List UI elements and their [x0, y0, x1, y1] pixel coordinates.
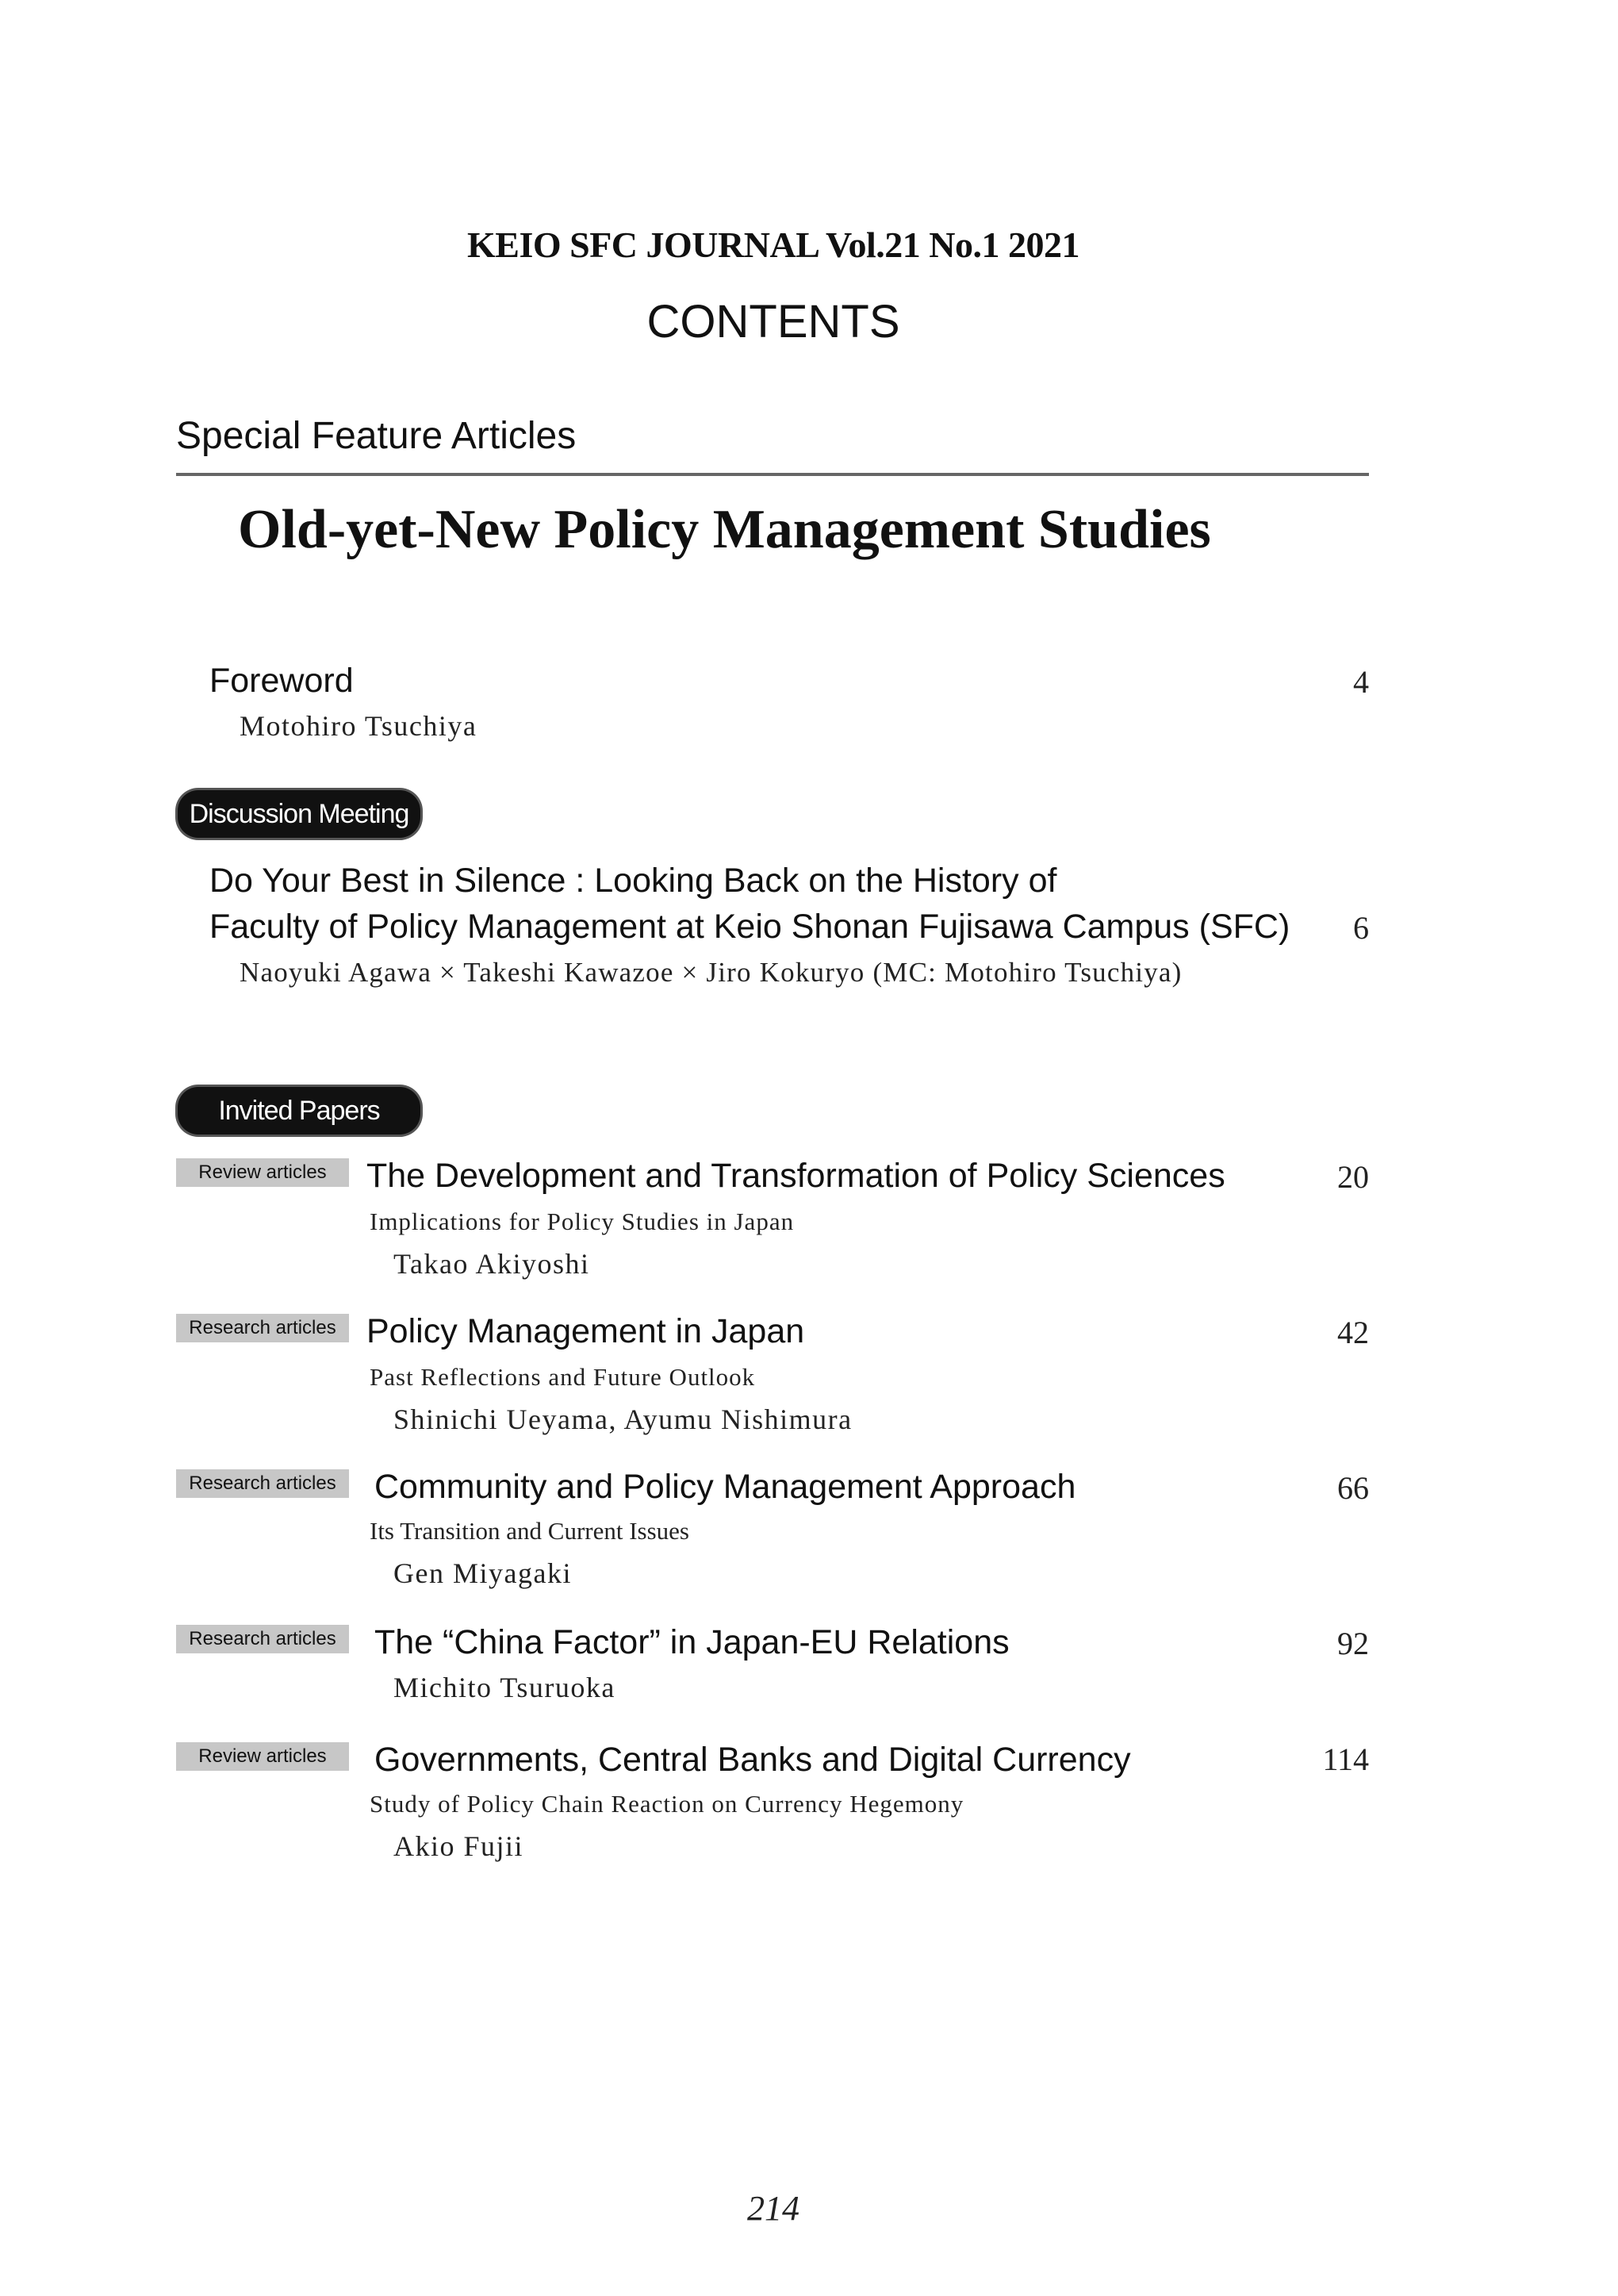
article-subtitle: Its Transition and Current Issues: [370, 1517, 689, 1545]
article-page: 42: [1337, 1315, 1369, 1350]
feature-title: Old-yet-New Policy Management Studies: [238, 499, 1211, 560]
foreword-page: 4: [1353, 664, 1369, 700]
section-divider: [176, 473, 1369, 476]
contents-heading: CONTENTS: [646, 296, 900, 347]
page-number: 214: [747, 2189, 799, 2228]
article-author: Akio Fujii: [393, 1830, 524, 1862]
journal-title: KEIO SFC JOURNAL Vol.21 No.1 2021: [466, 225, 1079, 265]
discussion-page: 6: [1353, 910, 1369, 946]
article-type-tag: Research articles: [176, 1469, 349, 1498]
article-title[interactable]: The “China Factor” in Japan-EU Relations: [374, 1623, 1010, 1661]
article-type-tag: Review articles: [176, 1158, 349, 1187]
invited-papers-badge: Invited Papers: [178, 1087, 420, 1135]
foreword-author: Motohiro Tsuchiya: [240, 710, 477, 742]
article-subtitle: Implications for Policy Studies in Japan: [370, 1208, 795, 1235]
article-author: Michito Tsuruoka: [393, 1672, 615, 1703]
article-type-tag: Research articles: [176, 1625, 349, 1653]
article-type-tag: Review articles: [176, 1742, 349, 1771]
discussion-title-line2[interactable]: Faculty of Policy Management at Keio Shonan Fujisawa Campus (SFC): [209, 908, 1290, 946]
article-title[interactable]: Policy Management in Japan: [366, 1312, 805, 1350]
article-author: Gen Miyagaki: [393, 1557, 572, 1589]
foreword-title[interactable]: Foreword: [209, 662, 354, 700]
article-author: Takao Akiyoshi: [393, 1248, 590, 1280]
discussion-authors: Naoyuki Agawa × Takeshi Kawazoe × Jiro Kokuryo (MC: Motohiro Tsuchiya): [240, 957, 1183, 988]
discussion-title-line1[interactable]: Do Your Best in Silence : Looking Back on the History of: [209, 862, 1057, 900]
article-page: 92: [1337, 1626, 1369, 1661]
article-subtitle: Study of Policy Chain Reaction on Currency Hegemony: [370, 1790, 964, 1818]
article-title[interactable]: The Development and Transformation of Policy Sciences: [366, 1157, 1225, 1195]
article-page: 66: [1337, 1470, 1369, 1506]
section-label: Special Feature Articles: [176, 415, 577, 457]
article-title[interactable]: Community and Policy Management Approach: [374, 1468, 1076, 1506]
article-author: Shinichi Ueyama, Ayumu Nishimura: [393, 1403, 853, 1435]
article-subtitle: Past Reflections and Future Outlook: [370, 1363, 756, 1391]
article-page: 20: [1337, 1159, 1369, 1195]
discussion-meeting-badge: Discussion Meeting: [178, 790, 420, 838]
article-page: 114: [1322, 1741, 1369, 1777]
article-type-tag: Research articles: [176, 1314, 349, 1342]
article-title[interactable]: Governments, Central Banks and Digital Currency: [374, 1741, 1131, 1779]
